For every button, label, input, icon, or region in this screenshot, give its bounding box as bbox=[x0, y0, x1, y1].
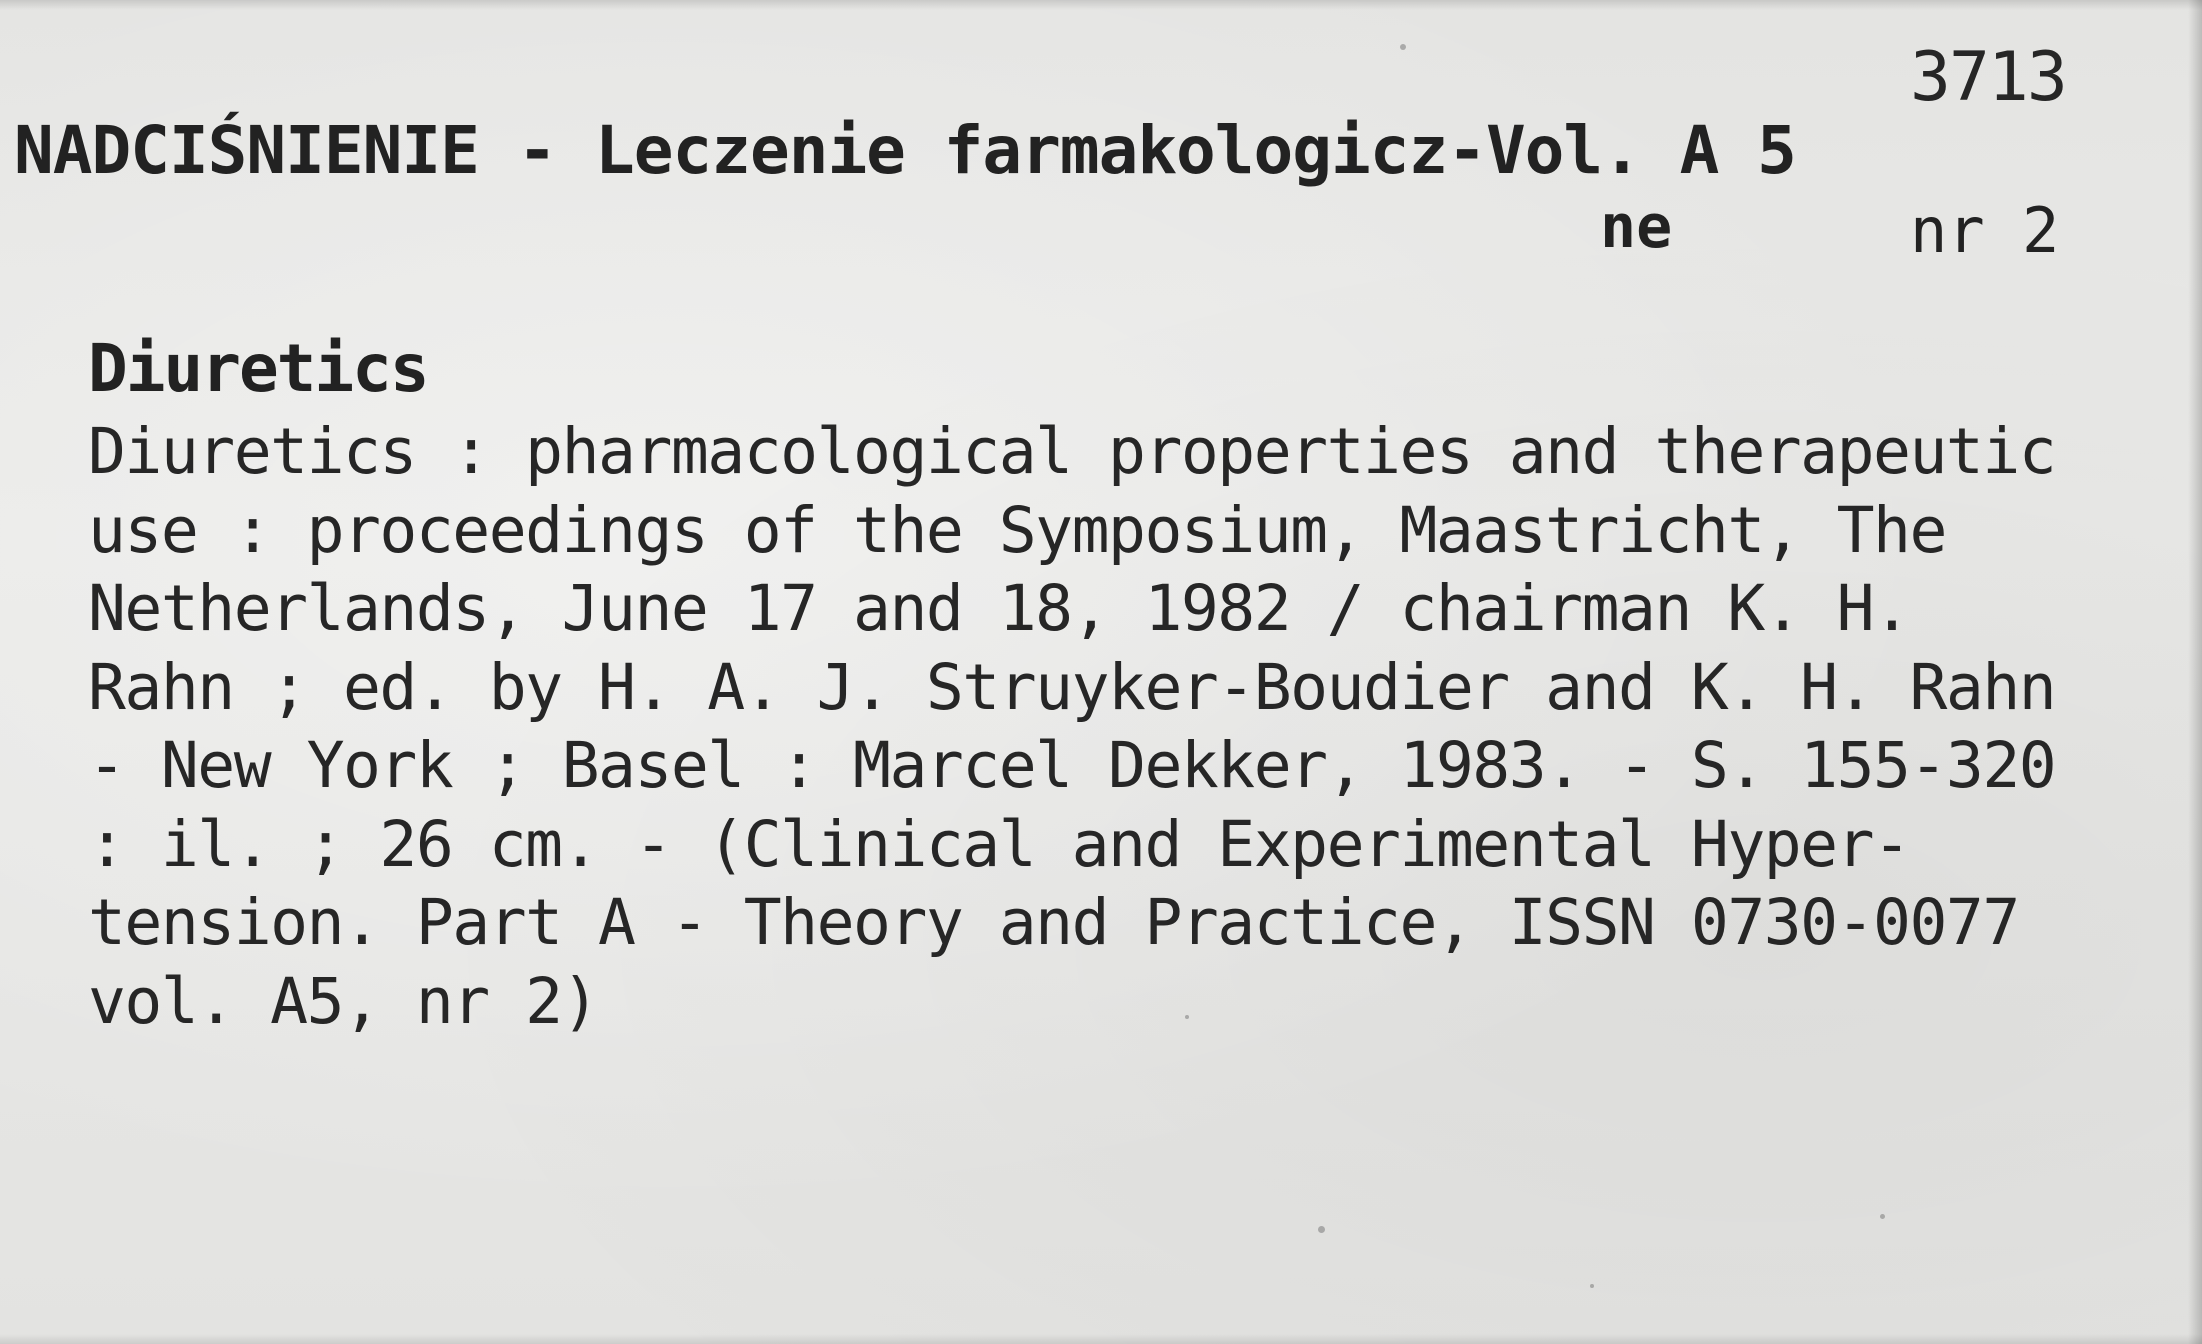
subject-heading-continuation: ne bbox=[1600, 192, 1673, 262]
description-line: Rahn ; ed. by H. A. J. Struyker-Boudier and K. H. Rahn bbox=[88, 650, 2056, 724]
subject-heading: NADCIŚNIENIE - Leczenie farmakologicz-Vol. A 5 bbox=[14, 112, 1796, 189]
dust-speck bbox=[1318, 1226, 1325, 1233]
dust-speck bbox=[1880, 1214, 1885, 1219]
entry-title: Diuretics bbox=[88, 330, 428, 407]
card-bottom-edge-shadow bbox=[0, 1334, 2202, 1344]
description-line: Netherlands, June 17 and 18, 1982 / chairman K. H. bbox=[88, 572, 1910, 645]
description-line: - New York ; Basel : Marcel Dekker, 1983. - S. 155-320 bbox=[88, 729, 2056, 802]
dust-speck bbox=[1590, 1284, 1594, 1288]
issue-number: nr 2 bbox=[1910, 194, 2060, 267]
description-line: use : proceedings of the Symposium, Maastricht, The bbox=[88, 493, 1946, 567]
dust-speck bbox=[1400, 44, 1406, 50]
card-right-edge-shadow bbox=[2188, 0, 2202, 1344]
description-line: : il. ; 26 cm. - (Clinical and Experimental Hyper- bbox=[88, 807, 1910, 881]
description-line: vol. A5, nr 2) bbox=[88, 964, 599, 1038]
bibliographic-description bbox=[88, 413, 2188, 1041]
description-line: tension. Part A - Theory and Practice, ISSN 0730-0077 bbox=[88, 886, 2019, 959]
description-line: Diuretics : pharmacological properties and therapeutic bbox=[88, 415, 2056, 488]
card-top-edge-shadow bbox=[0, 0, 2202, 10]
call-number: 3713 bbox=[1910, 38, 2066, 117]
